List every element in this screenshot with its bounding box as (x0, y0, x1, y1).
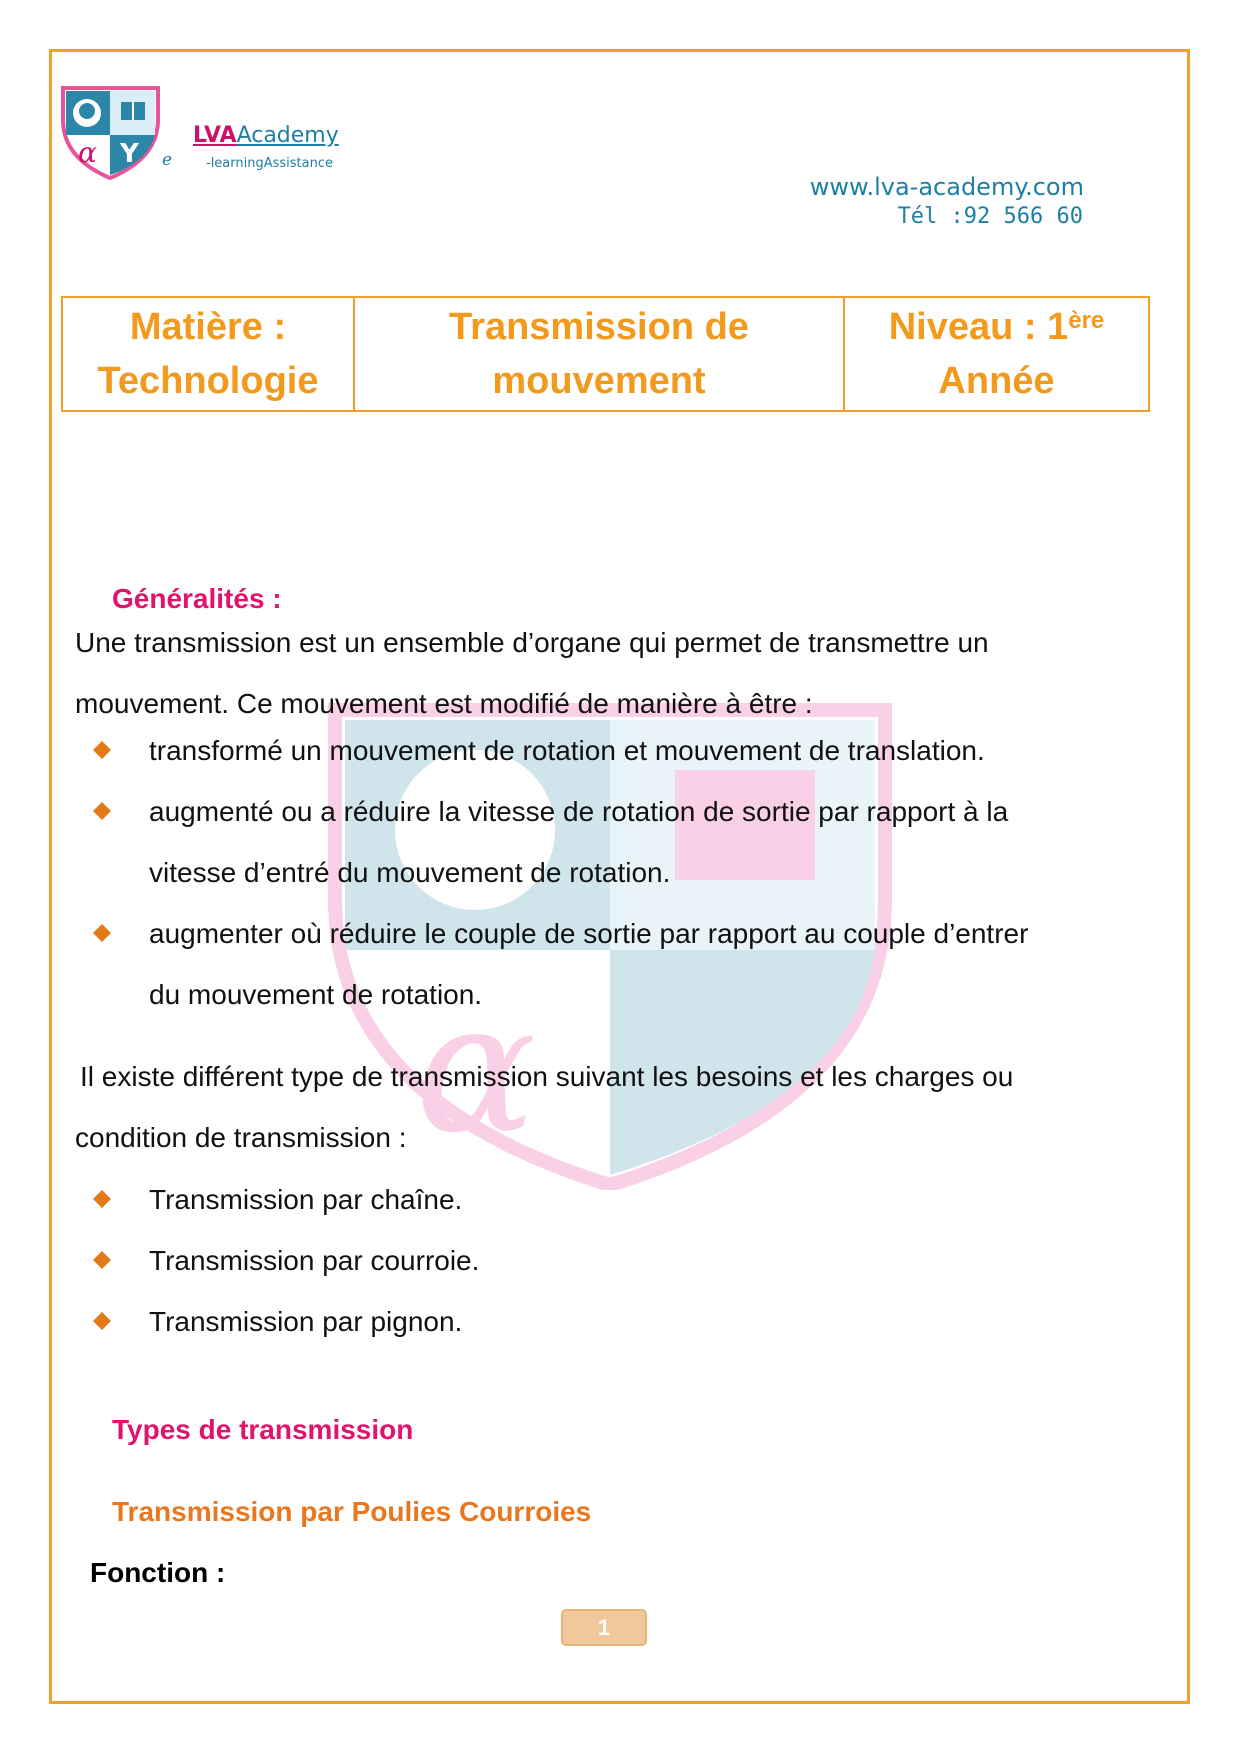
intro-line-2: mouvement. Ce mouvement est modifié de manière à être : (75, 688, 813, 719)
subject-value: Technologie (97, 360, 319, 402)
brand-e-letter: e (162, 150, 173, 170)
bullet-2-line-1: augmenté ou a réduire la vitesse de rotation de sortie par rapport à la (149, 796, 1009, 827)
bullet-icon (92, 923, 112, 943)
types-intro-line-1: Il existe différent type de transmission suivant les besoins et les charges ou (80, 1061, 1014, 1092)
heading-types-de-transmission: Types de transmission (112, 1414, 414, 1445)
brand-academy: Academy (236, 123, 339, 148)
page-number: 1 (561, 1609, 647, 1646)
heading-generalites: Généralités : (112, 583, 282, 614)
brand-name (193, 123, 339, 148)
types-intro-line-2: condition de transmission : (75, 1122, 407, 1153)
brand-tagline: -learningAssistance (206, 156, 333, 171)
subject-cell (62, 297, 354, 411)
type-item-chaine: Transmission par chaîne. (149, 1184, 463, 1215)
bullet-3-line-1: augmenter où réduire le couple de sortie par rapport au couple d’entrer (149, 918, 1029, 949)
lva-academy-logo (58, 80, 168, 180)
bullet-icon (92, 1311, 112, 1331)
level-label: Niveau : 1ère (888, 306, 1105, 348)
svg-text:α: α (415, 964, 537, 1173)
website-url[interactable]: www.lva-academy.com (809, 173, 1084, 201)
bullet-icon (92, 801, 112, 821)
lesson-title-line2: mouvement (492, 360, 706, 402)
level-superscript: ère (1068, 307, 1105, 334)
subheading-poulies-courroies: Transmission par Poulies Courroies (112, 1496, 592, 1527)
bullet-icon (92, 1250, 112, 1270)
type-item-pignon: Transmission par pignon. (149, 1306, 463, 1337)
level-cell (844, 297, 1149, 411)
bullet-1-line-1: transformé un mouvement de rotation et mouvement de translation. (149, 735, 985, 766)
logo-alpha-letter: α (78, 136, 97, 169)
phone-number: Tél :92 566 60 (897, 204, 1083, 229)
bullet-3-line-2: du mouvement de rotation. (149, 979, 483, 1010)
subject-label: Matière : (129, 306, 287, 348)
level-value: Année (938, 360, 1055, 402)
brand-lva: LVA (193, 123, 237, 148)
logo-y-letter: Y (120, 139, 139, 169)
bullet-2-line-2: vitesse d’entré du mouvement de rotation. (149, 857, 671, 888)
type-item-courroie: Transmission par courroie. (149, 1245, 480, 1276)
title-table (61, 296, 1150, 412)
fonction-label: Fonction : (90, 1557, 226, 1588)
intro-line-1: Une transmission est un ensemble d’organe qui permet de transmettre un (75, 627, 989, 658)
bullet-icon (92, 740, 112, 760)
bullet-icon (92, 1189, 112, 1209)
lesson-title-line1: Transmission de (449, 306, 749, 348)
lesson-title-cell (354, 297, 844, 411)
